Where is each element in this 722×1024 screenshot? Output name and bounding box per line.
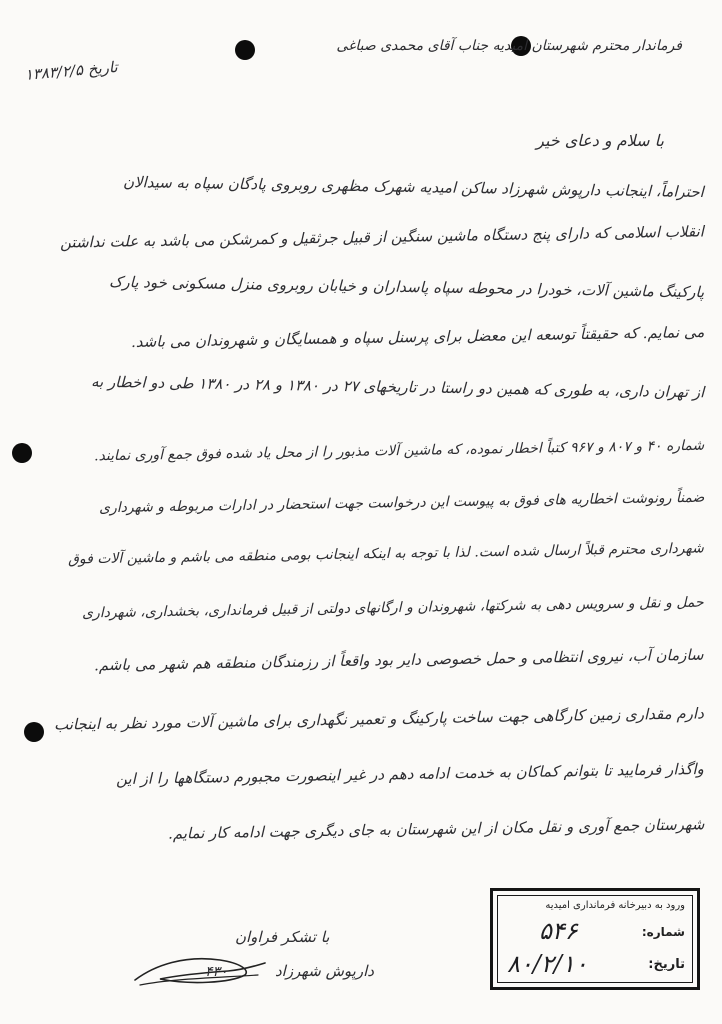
punch-hole-middle <box>12 443 32 463</box>
date-block <box>24 58 118 84</box>
stamp-title: ورود به دبیرخانه فرمانداری امیدیه <box>545 900 685 911</box>
date-label: تاریخ <box>86 57 119 79</box>
salutation: با سلام و دعای خیر <box>536 131 664 150</box>
body-line-12: واگذار فرمایید تا بتوانم کماکان به خدمت ادامه دهم در غیر اینصورت مجبورم دستگاهها را از این <box>116 759 705 789</box>
body-line-13: شهرستان جمع آوری و نقل مکان از این شهرستان به جای دیگری جهت ادامه کار نمایم. <box>167 815 705 843</box>
body-line-9: حمل و نقل و سرویس دهی به شرکتها، شهروندان و ارگانهای دولتی از قبیل فرمانداری، بخشداری، شهرداری <box>82 594 705 622</box>
signer-name: دارپوش شهرزاد <box>275 962 374 980</box>
closing-thanks: با تشکر فراوان <box>235 928 330 946</box>
body-line-10: سازمان آب، نیروی انتظامی و حمل خصوصی دایر بود واقعاً از رزمندگان منطقه هم شهر می باشم. <box>94 645 705 675</box>
body-line-7: ضمناً رونوشت اخطاریه های فوق به پیوست این درخواست جهت استحضار در ادارات مربوطه و شهرداری <box>98 489 705 517</box>
punch-hole-top-left <box>235 40 255 60</box>
date-value: ۱۳۸۳/۲/۵ <box>24 60 84 84</box>
body-line-4: می نمایم. که حقیقتاً توسعه این معضل برای پرسنل سپاه و همسایگان و شهروندان می باشد. <box>130 322 705 352</box>
stamp-date-label: تاریخ: <box>648 957 685 972</box>
body-line-3: پارکینگ ماشین آلات، خودرا در محوطه سپاه پاسداران و خیابان روبروی منزل مسکونی خود پارک <box>108 272 705 302</box>
letter-header: فرماندار محترم شهرستان امیدیه جناب آقای محمدی صباغی <box>336 38 682 54</box>
stamp-number-value: ۵۴۶ <box>539 917 578 945</box>
body-line-1: احتراماً، اینجانب دارپوش شهرزاد ساکن امیدیه شهرک مظهری روبروی پادگان سپاه به سیدالان <box>123 172 705 202</box>
stamp-number-label: شماره: <box>641 925 685 939</box>
secretariat-entry-stamp <box>490 888 700 990</box>
body-line-8: شهرداری محترم قبلاً ارسال شده است. لذا با توجه به اینکه اینجانب بومی منطقه می باشم و ماشین آلات فوق <box>68 540 705 568</box>
body-line-11: دارم مقداری زمین کارگاهی جهت ساخت پارکینگ و تعمیر نگهداری برای ماشین آلات مورد نظر به اینجانب <box>54 704 705 734</box>
stamp-date-value: ۸۰/۲/۱۰ <box>507 950 588 978</box>
signature-mark: ۴۳۰ <box>205 964 228 980</box>
body-line-5: از تهران داری، به طوری که همین دو راستا در تاریخهای ۲۷ در ۱۳۸۰ و ۲۸ در ۱۳۸۰ طی دو اخطار به <box>90 372 705 402</box>
punch-hole-lower <box>24 722 44 742</box>
body-line-6: شماره ۴۰ و ۸۰۷ و ۹۶۷ کتباً اخطار نموده، که ماشین آلات مذبور را از محل یاد شده فوق جمع آوری نمایند. <box>93 437 705 465</box>
body-line-2: انقلاب اسلامی که دارای پنج دستگاه ماشین سنگین از قبیل جرثقیل و کمرشکن می باشد به علت نداشتن <box>60 222 705 252</box>
handwritten-signature <box>130 945 270 990</box>
